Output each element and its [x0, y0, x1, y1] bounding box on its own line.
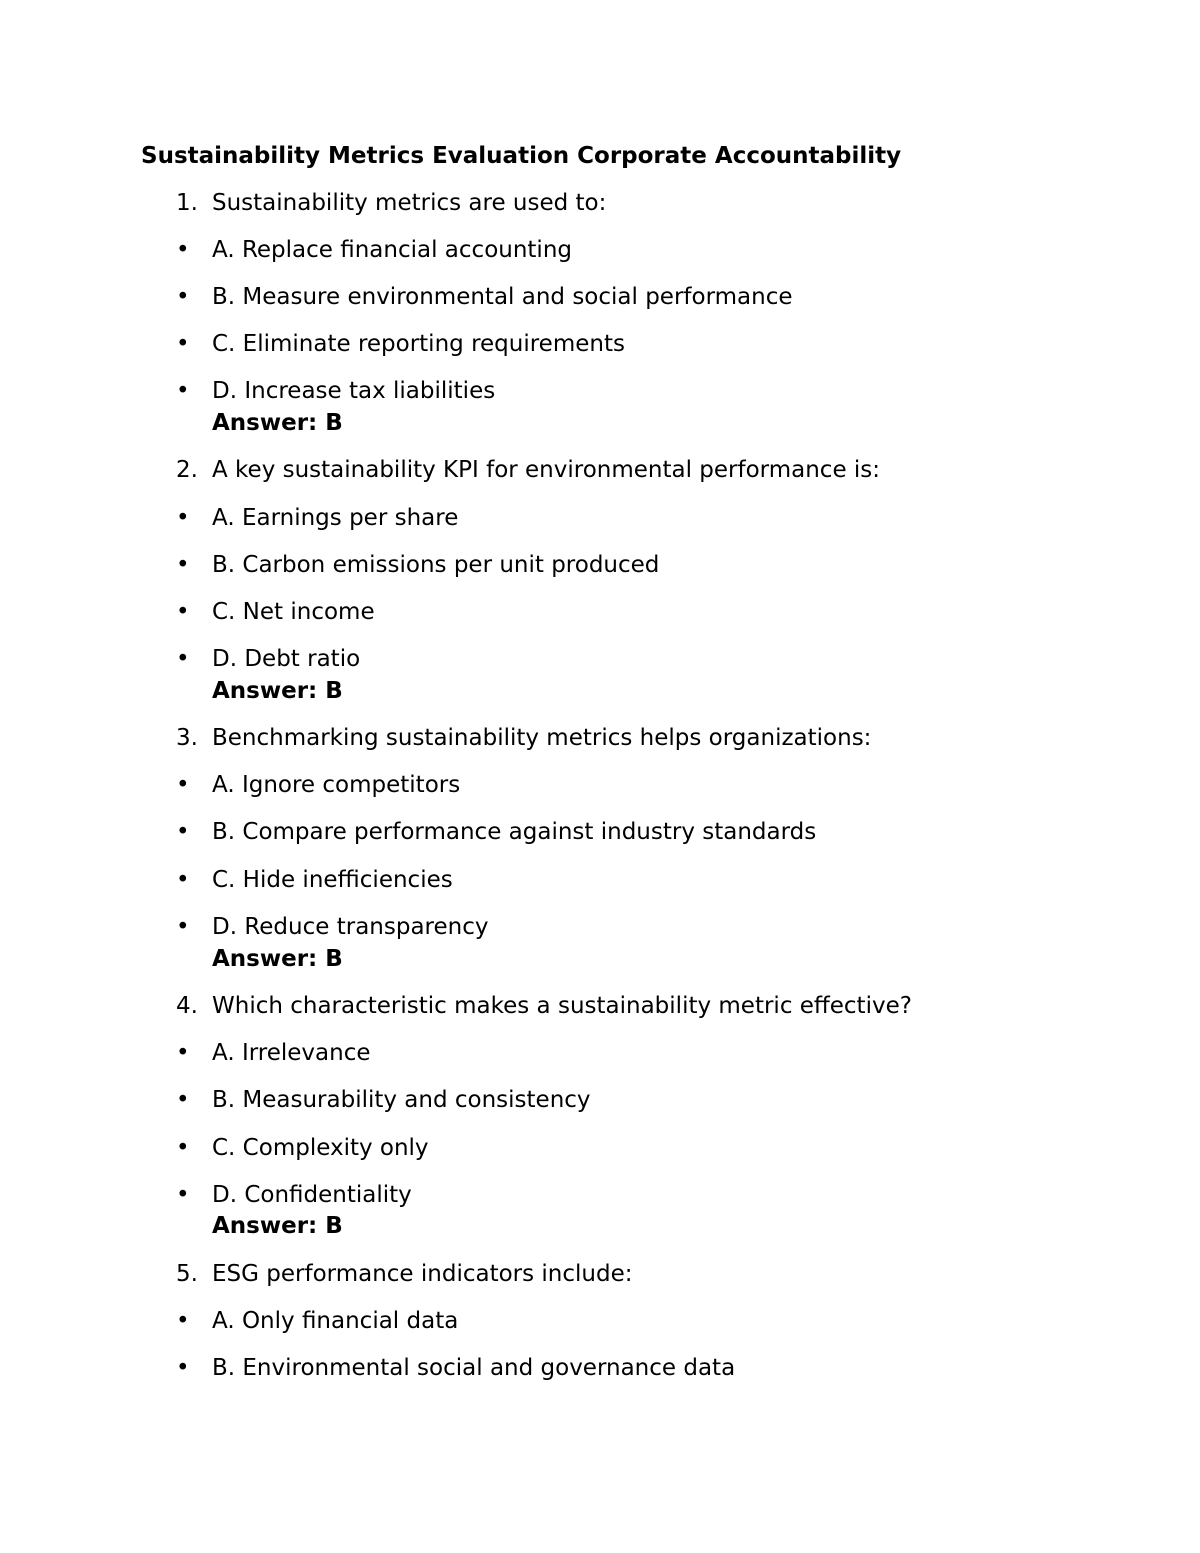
bullet-icon: • — [176, 914, 190, 940]
question-number: 4. — [176, 993, 198, 1019]
option-item: C. Eliminate reporting requirements — [212, 331, 625, 357]
option-item: A. Irrelevance — [212, 1040, 371, 1066]
option-item: C. Hide inefficiencies — [212, 867, 453, 893]
option-item: A. Replace financial accounting — [212, 237, 573, 263]
document-title: Sustainability Metrics Evaluation Corporate Accountability — [141, 143, 902, 169]
answer-label: Answer: B — [212, 946, 343, 972]
bullet-icon: • — [176, 599, 190, 625]
option-item: D. Increase tax liabilities — [212, 378, 496, 404]
bullet-icon: • — [176, 1040, 190, 1066]
bullet-icon: • — [176, 867, 190, 893]
option-item: A. Ignore competitors — [212, 772, 461, 798]
option-item: D. Confidentiality — [212, 1182, 412, 1208]
question-text: ESG performance indicators include: — [212, 1261, 633, 1287]
question-text: Benchmarking sustainability metrics helps organizations: — [212, 725, 872, 751]
bullet-icon: • — [176, 378, 190, 404]
bullet-icon: • — [176, 1087, 190, 1113]
option-item: B. Environmental social and governance data — [212, 1355, 736, 1381]
option-item: D. Reduce transparency — [212, 914, 489, 940]
option-item: C. Complexity only — [212, 1135, 429, 1161]
bullet-icon: • — [176, 284, 190, 310]
bullet-icon: • — [176, 237, 190, 263]
bullet-icon: • — [176, 331, 190, 357]
option-item: A. Only financial data — [212, 1308, 459, 1334]
question-number: 1. — [176, 190, 198, 216]
question-text: Sustainability metrics are used to: — [212, 190, 607, 216]
bullet-icon: • — [176, 505, 190, 531]
option-item: B. Measurability and consistency — [212, 1087, 591, 1113]
question-text: Which characteristic makes a sustainability metric effective? — [212, 993, 912, 1019]
option-item: D. Debt ratio — [212, 646, 361, 672]
bullet-icon: • — [176, 772, 190, 798]
bullet-icon: • — [176, 1308, 190, 1334]
bullet-icon: • — [176, 1182, 190, 1208]
bullet-icon: • — [176, 646, 190, 672]
bullet-icon: • — [176, 552, 190, 578]
question-number: 5. — [176, 1261, 198, 1287]
question-number: 2. — [176, 457, 198, 483]
answer-label: Answer: B — [212, 1213, 343, 1239]
option-item: B. Measure environmental and social performance — [212, 284, 793, 310]
question-number: 3. — [176, 725, 198, 751]
bullet-icon: • — [176, 819, 190, 845]
option-item: C. Net income — [212, 599, 375, 625]
option-item: B. Carbon emissions per unit produced — [212, 552, 660, 578]
bullet-icon: • — [176, 1135, 190, 1161]
option-item: A. Earnings per share — [212, 505, 459, 531]
answer-label: Answer: B — [212, 678, 343, 704]
question-text: A key sustainability KPI for environmental performance is: — [212, 457, 881, 483]
option-item: B. Compare performance against industry standards — [212, 819, 817, 845]
bullet-icon: • — [176, 1355, 190, 1381]
answer-label: Answer: B — [212, 410, 343, 436]
